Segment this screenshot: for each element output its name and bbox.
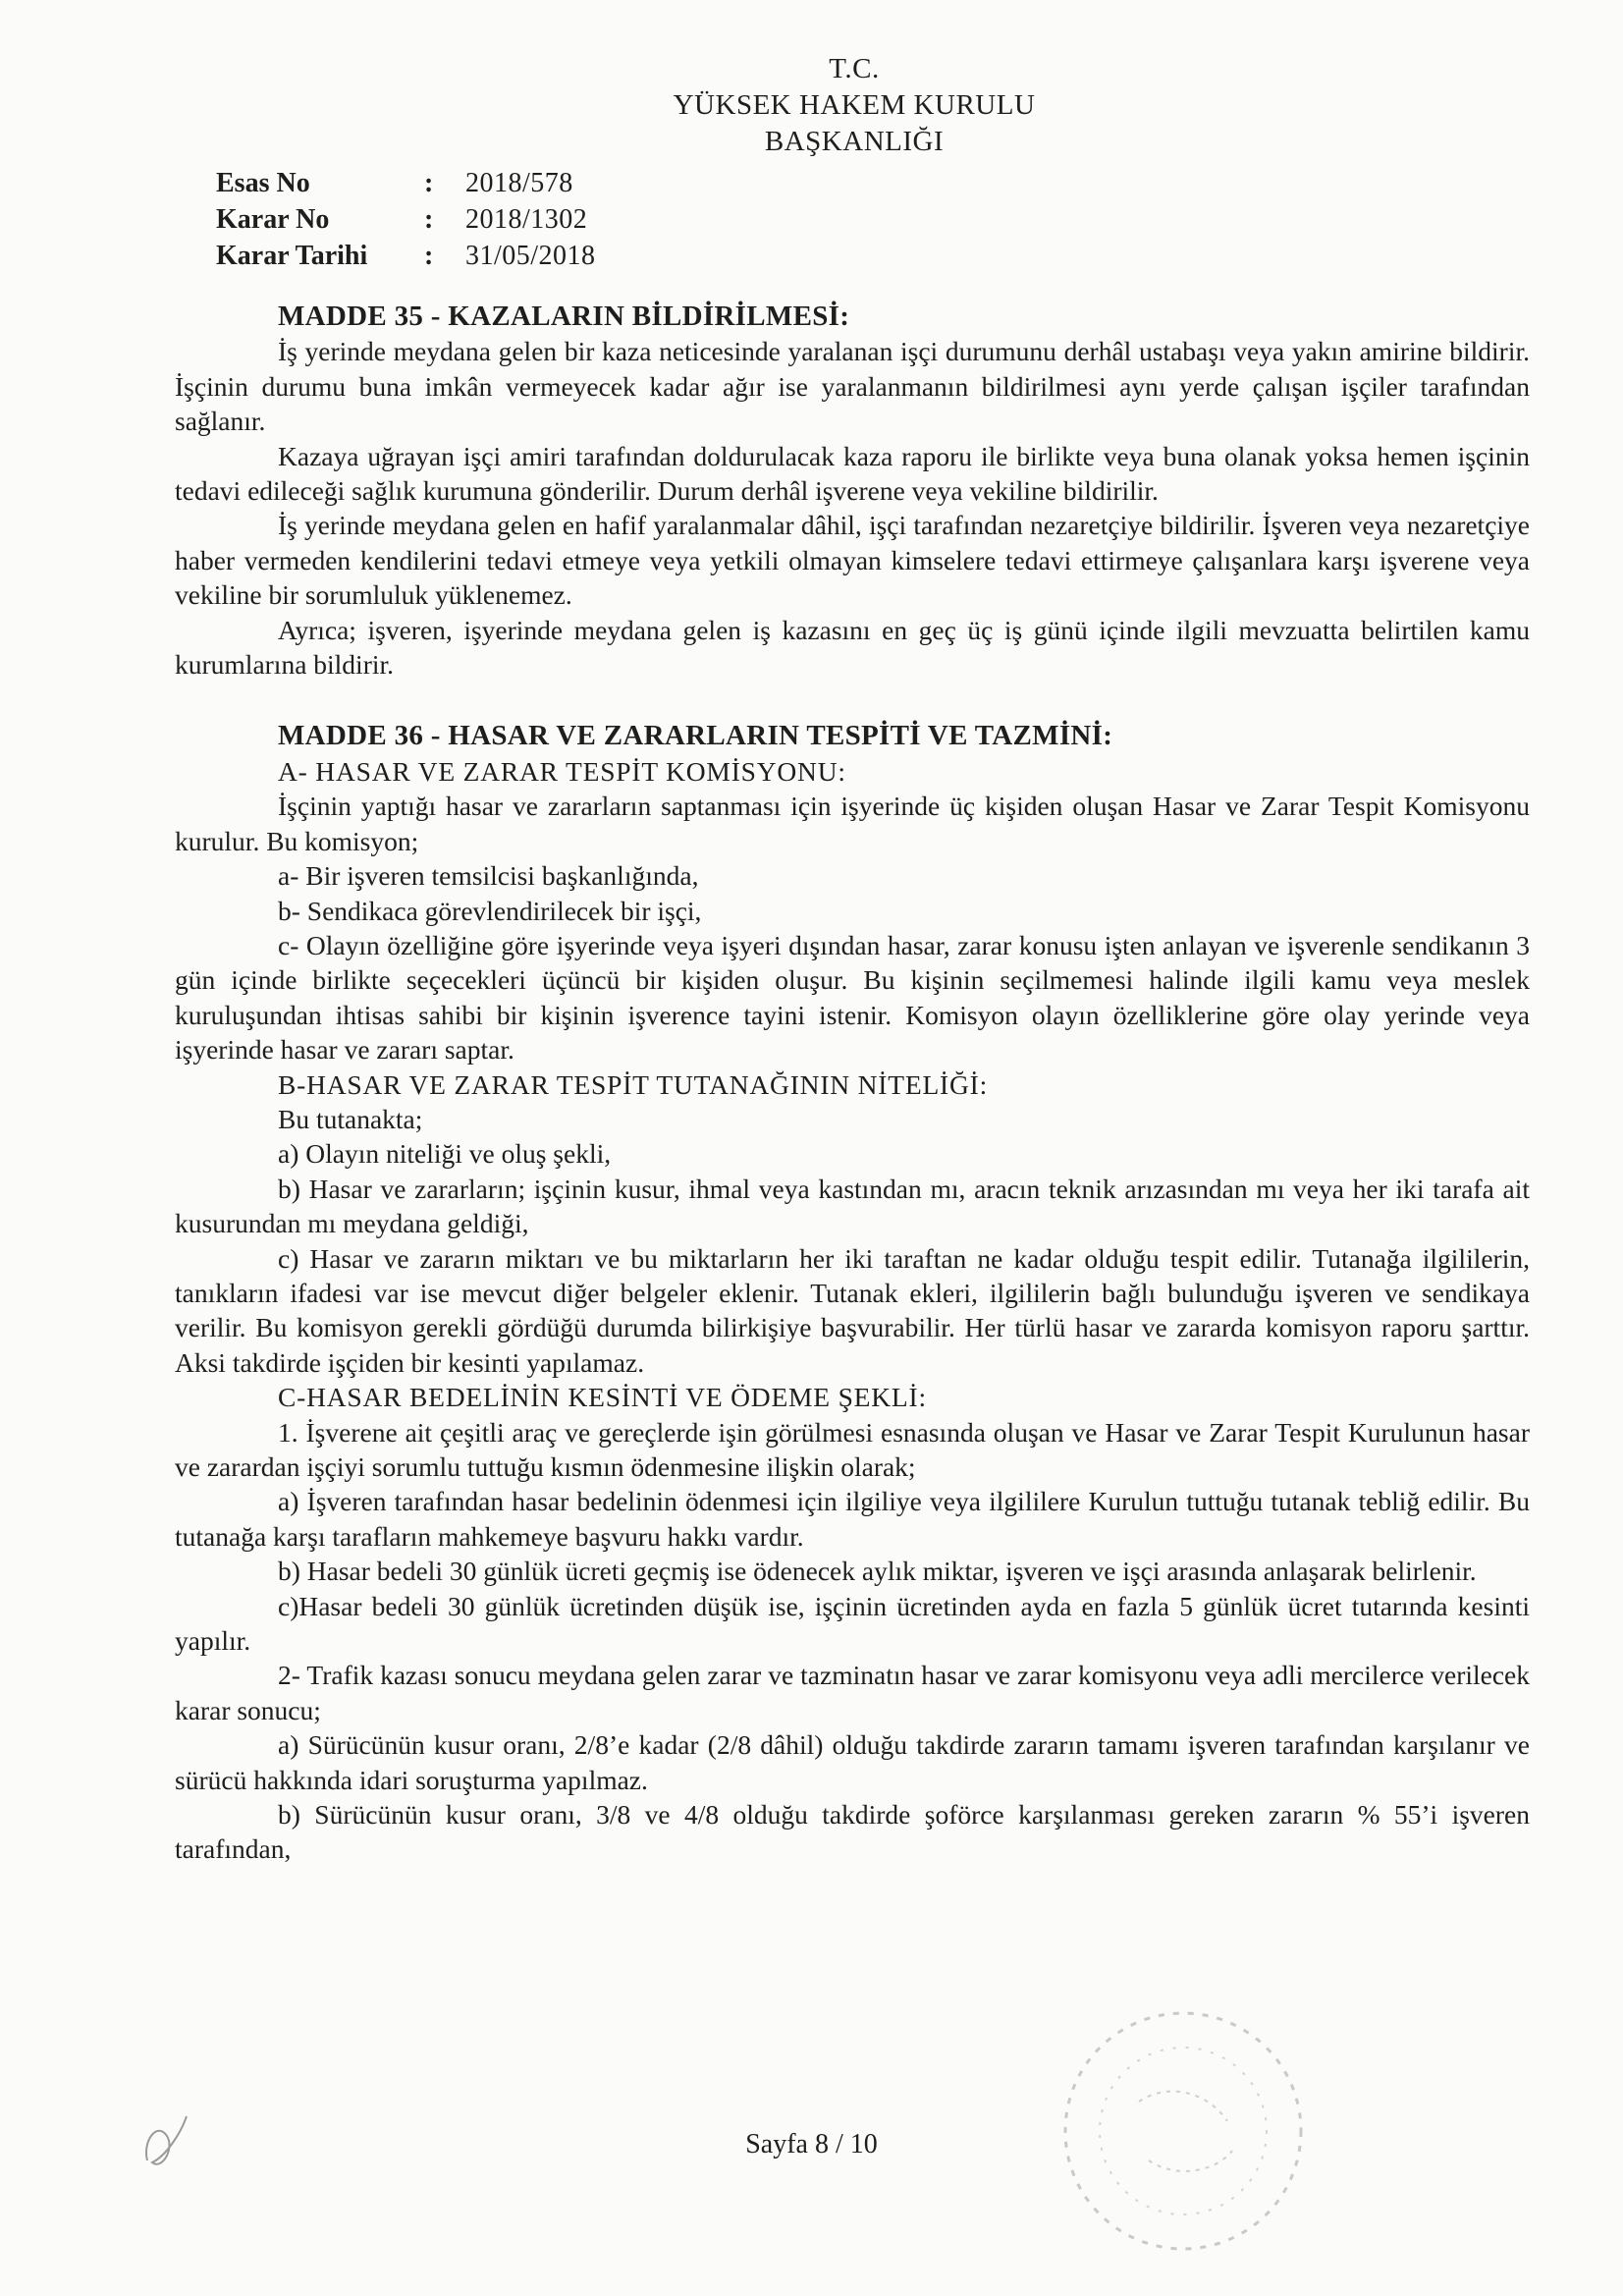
tarih-colon: :	[424, 241, 434, 271]
section-b-title: B-HASAR VE ZARAR TESPİT TUTANAĞININ NİTELİĞİ:	[278, 1068, 989, 1100]
esas-colon: :	[424, 168, 434, 198]
section-a-item-c: c- Olayın özelliğine göre işyerinde veya işyeri dışından hasar, zarar konusu işten anlayan ve işverenle sendikanın 3 gün içinde birlikte seçecekleri üçüncü bir kişiden oluşur. Bu kişinin seçilmemesi halinde ilgili kamu veya meslek kuruluşundan ihtisas sahibi bir kişinin işverence tayini istenir. Komisyon olayın özelliklerine göre olay yerinde veya işyerinde hasar ve zararı saptar.	[175, 929, 1530, 1066]
section-a-title: A- HASAR VE ZARAR TESPİT KOMİSYONU:	[278, 755, 846, 787]
section-gap	[175, 682, 1530, 719]
karar-value: 2018/1302	[465, 204, 588, 235]
madde-35-title: MADDE 35 - KAZALARIN BİLDİRİLMESİ:	[278, 301, 850, 332]
section-b-item-a: a) Olayın niteliği ve oluş şekli,	[278, 1138, 612, 1170]
karar-colon: :	[424, 204, 434, 235]
madde-35-paragraph-1: İş yerinde meydana gelen bir kaza neticesinde yaralanan işçi durumunu derhâl ustabaşı veya yakın amirine bildirir. İşçinin durumu buna imkân vermeyecek kadar ağır ise yaralanmanın bildirilmesi aynı yerde çalışan işçiler tarafından sağlanır.	[175, 336, 1530, 437]
section-c-item-1b: b) Hasar bedeli 30 günlük ücreti geçmiş ise ödenecek aylık miktar, işveren ve işçi arasında anlaşarak belirlenir.	[278, 1556, 1477, 1587]
section-c-item-1: 1. İşverene ait çeşitli araç ve gereçlerde işin görülmesi esnasında oluşan ve Hasar ve Zarar Tespit Kurulunun hasar ve zarardan işçiyi sorumlu tuttuğu kısmın ödenmesine ilişkin olarak;	[175, 1416, 1530, 1482]
page-footer	[0, 2129, 1623, 2160]
header-institution: YÜKSEK HAKEM KURULU	[673, 89, 1036, 121]
esas-row	[216, 165, 596, 201]
esas-label: Esas No	[216, 168, 310, 198]
section-a-item-b: b- Sendikaca görevlendirilecek bir işçi,	[278, 895, 702, 926]
section-c-title: C-HASAR BEDELİNİN KESİNTİ VE ÖDEME ŞEKLİ:	[278, 1382, 927, 1413]
case-metadata	[216, 165, 596, 274]
section-c-item-1a: a) İşveren tarafından hasar bedelinin ödenmesi için ilgiliye veya ilgililere Kurulun tuttuğu tutanak tebliğ edilir. Bu tutanağa karşı tarafların mahkemeye başvuru hakkı vardır.	[175, 1486, 1530, 1552]
section-c-item-2: 2- Trafik kazası sonucu meydana gelen zarar ve tazminatın hasar ve zarar komisyonu veya adli mercilerce verilecek karar sonucu;	[175, 1660, 1530, 1725]
madde-35-paragraph-4: Ayrıca; işveren, işyerinde meydana gelen iş kazasını en geç üç iş günü içinde ilgili mevzuatta belirtilen kamu kurumlarına bildirir.	[175, 614, 1530, 681]
header-country: T.C.	[829, 53, 880, 84]
karar-label: Karar No	[216, 204, 330, 235]
tarih-value: 31/05/2018	[465, 241, 596, 271]
section-a-paragraph: İşçinin yaptığı hasar ve zararların saptanması için işyerinde üç kişiden oluşan Hasar ve Zarar Tespit Komisyonu kurulur. Bu komisyon;	[175, 791, 1530, 856]
document-body	[175, 300, 1530, 1867]
karar-row	[216, 201, 596, 238]
tarih-row	[216, 238, 596, 274]
section-b-item-b: b) Hasar ve zararların; işçinin kusur, ihmal veya kastından mı, aracın teknik arızasından mı veya her iki tarafa ait kusurundan mı meydana geldiği,	[175, 1173, 1530, 1239]
esas-value: 2018/578	[465, 168, 573, 198]
section-a-item-a: a- Bir işveren temsilcisi başkanlığında,	[278, 860, 699, 892]
section-c-item-2a: a) Sürücünün kusur oranı, 2/8’e kadar (2/8 dâhil) olduğu takdirde zararın tamamı işveren tarafından karşılanır ve sürücü hakkında idari soruşturma yapılmaz.	[175, 1729, 1530, 1795]
header-department: BAŞKANLIĞI	[764, 126, 945, 157]
section-b-intro: Bu tutanakta;	[278, 1103, 423, 1134]
section-c-item-1c: c)Hasar bedeli 30 günlük ücretinden düşük ise, işçinin ücretinden ayda en fazla 5 günlük ücret tutarında kesinti yapılır.	[175, 1590, 1530, 1657]
madde-36-title: MADDE 36 - HASAR VE ZARARLARIN TESPİTİ VE TAZMİNİ:	[278, 720, 1113, 752]
document-header	[609, 51, 1100, 160]
madde-35-paragraph-2: Kazaya uğrayan işçi amiri tarafından doldurulacak kaza raporu ile birlikte veya buna olanak yoksa hemen işçinin tedavi edileceği sağlık kurumuna gönderilir. Durum derhâl işverene veya vekiline bildirilir.	[175, 440, 1530, 507]
section-b-item-c: c) Hasar ve zararın miktarı ve bu miktarların her iki taraftan ne kadar olduğu tespit edilir. Tutanağa ilgililerin, tanıkların ifadesi var ise mevcut diğer belgeler eklenir. Tutanak ekleri, ilgililerin bağlı bulunduğu işveren ve sendikaya verilir. Bu komisyon gerekli gördüğü durumda bilirkişiye başvurabilir. Her türlü hasar ve zararda komisyon raporu şarttır. Aksi takdirde işçiden bir kesinti yapılamaz.	[175, 1242, 1530, 1378]
tarih-label: Karar Tarihi	[216, 241, 368, 271]
page-number: Sayfa 8 / 10	[745, 2129, 878, 2159]
madde-35-paragraph-3: İş yerinde meydana gelen en hafif yaralanmalar dâhil, işçi tarafından nezaretçiye bildirilir. İşveren veya nezaretçiye haber vermeden kendilerini tedavi etmeye veya yetkili olmayan kimselere tedavi ettirmeye çalışanlara karşı işverene veya vekiline bir sorumluluk yüklenemez.	[175, 510, 1530, 611]
section-c-item-2b: b) Sürücünün kusur oranı, 3/8 ve 4/8 olduğu takdirde şoförce karşılanması gereken zararın % 55’i işveren tarafından,	[175, 1799, 1530, 1865]
